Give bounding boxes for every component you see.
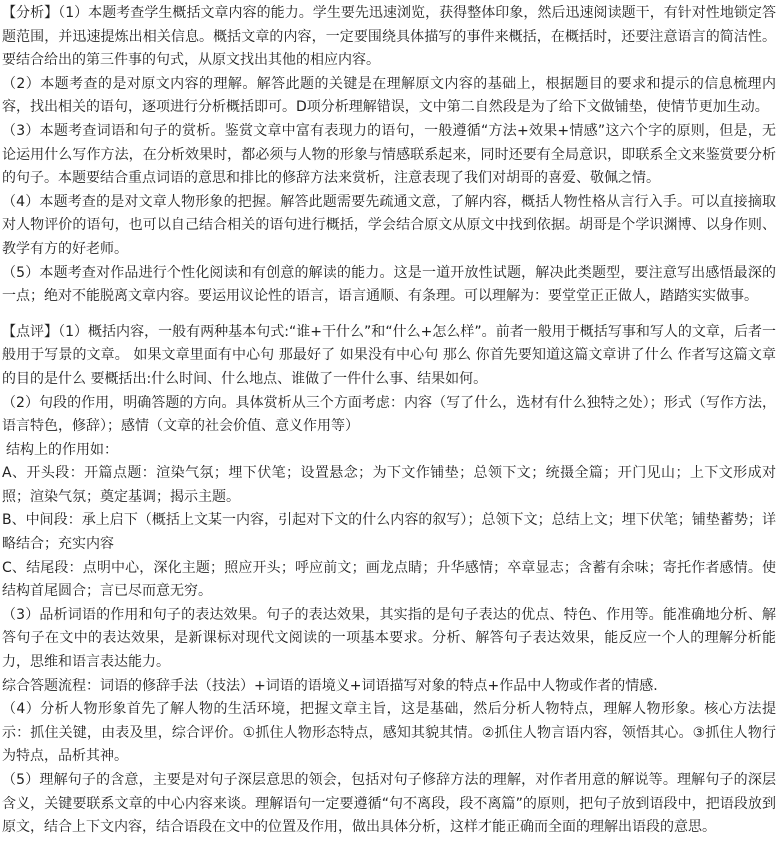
comment-paragraph-4: （4）分析人物形象首先了解人物的生活环境，把握文章主旨，这是基础，然后分析人物特点，理解人物形象。核心方法提示：抓住关键，由表及里，综合评价。①抓住人物形态特点，感知其貌其情。②抓住人物言语内容，领悟其心。③抓住人物行为特点，品析其神。 — [2, 701, 776, 765]
analysis-paragraph-5: （5）本题考查对作品进行个性化阅读和有创意的解读的能力。这是一道开放性试题，解决此类题型，要注意写出感悟最深的一点；绝对不能脱离文章内容。要运用议论性的语言，语言通顺、有条理。可以理解为：要堂堂正正做人，踏踏实实做事。 — [2, 264, 776, 305]
comment-paragraph-3: （3）品析词语的作用和句子的表达效果。句子的表达效果，其实指的是句子表达的优点、特色、作用等。能准确地分析、解答句子在文中的表达效果，是新课标对现代文阅读的一项基本要求。分析、解答句子表达效果，能反应一个人的理解分析能力，思维和语言表达能力。 — [2, 606, 776, 671]
comment-paragraph-5: （5）理解句子的含意，主要是对句子深层意思的领会，包括对句子修辞方法的理解，对作者用意的解说等。理解句子的深层含义，关键要联系文章的中心内容来谈。理解语句一定要遵循“句不离段，段不离篇”的原则，把句子放到语段中，把语段放到原文，结合上下文内容，结合语段在文中的位置及作用，做出具体分析，这样才能正确而全面的理解出语段的意思。 — [2, 772, 776, 836]
comment-paragraph-1: 【点评】（1）概括内容，一般有两种基本句式:“谁+干什么”和“什么+怎么样”。前者一般用于概括写事和写人的文章，后者一般用于写景的文章。 如果文章里面有中心句 那最好了 如果没有中心句 那么 你首先要知道这篇文章讲了什么 作者写这篇文章的目的是什么 要概括出:什么时间、什么地点、谁做了一件什么事、结果如何。 — [2, 323, 776, 387]
comment-structure-c: C、结尾段：点明中心，深化主题；照应开头；呼应前文；画龙点睛；升华感情；卒章显志；含蓄有余味；寄托作者感情。使结构首尾圆合；言已尽而意无穷。 — [2, 559, 776, 600]
comment-structure-b: B、中间段：承上启下（概括上文某一内容，引起对下文的什么内容的叙写）；总领下文；总结上文；埋下伏笔；铺垫蓄势；详略结合；充实内容 — [2, 512, 776, 553]
analysis-paragraph-1: 【分析】（1）本题考查学生概括文章内容的能力。学生要先迅速浏览，获得整体印象，然后迅速阅读题干，有针对性地锁定答题范围，并迅速提炼出相关信息。概括文章的内容，一定要围绕具体描写的事件来概括，在概括时，还要注意语言的简洁性。要结合给出的第三件事的句式，从原文找出其他的相应内容。 — [2, 5, 776, 69]
comment-structure-a: A、开头段：开篇点题：渲染气氛；埋下伏笔；设置悬念；为下文作铺垫；总领下文；统摄全篇；开门见山；上下文形成对照；渲染气氛；奠定基调；揭示主题。 — [2, 465, 776, 505]
analysis-section — [2, 2, 776, 309]
analysis-paragraph-4: （4）本题考查的是对文章人物形象的把握。解答此题需要先疏通文意，了解内容，概括人物性格从言行入手。可以直接摘取对人物评价的语句，也可以自己结合相关的语句进行概括，学会结合原文从原文中找到依据。胡哥是个学识渊博、以身作则、教学有方的好老师。 — [2, 193, 776, 257]
comment-paragraph-2: （2）句段的作用，明确答题的方向。具体赏析从三个方面考虑：内容（写了什么，选材有什么独特之处）；形式（写作方法，语言特色，修辞）；感情（文章的社会价值、意义作用等） — [2, 394, 776, 435]
analysis-paragraph-3: （3）本题考查词语和句子的赏析。鉴赏文章中富有表现力的语句，一般遵循“方法+效果+情感”这六个字的原则，但是，无论运用什么写作方法，在分析效果时，都必须与人物的形象与情感联系起来，同时还要有全局意识，即联系全文来鉴赏要分析的句子。本题要结合重点词语的意思和排比的修辞方法来赏析，注意表现了我们对胡哥的喜爱、敬佩之情。 — [2, 122, 776, 187]
comment-structure-heading: 结构上的作用如： — [6, 441, 118, 458]
comment-answer-process: 综合答题流程：词语的修辞手法（技法）+词语的语境义+词语描写对象的特点+作品中人物或作者的情感. — [2, 677, 658, 694]
comment-section — [2, 321, 776, 840]
analysis-paragraph-2: （2）本题考查的是对原文内容的理解。解答此题的关键是在理解原文内容的基础上，根据题目的要求和提示的信息梳理内容，找出相关的语句，逐项进行分析概括即可。D项分析理解错误，文中第二自然段是为了给下文做铺垫，使情节更加生动。 — [2, 75, 776, 116]
